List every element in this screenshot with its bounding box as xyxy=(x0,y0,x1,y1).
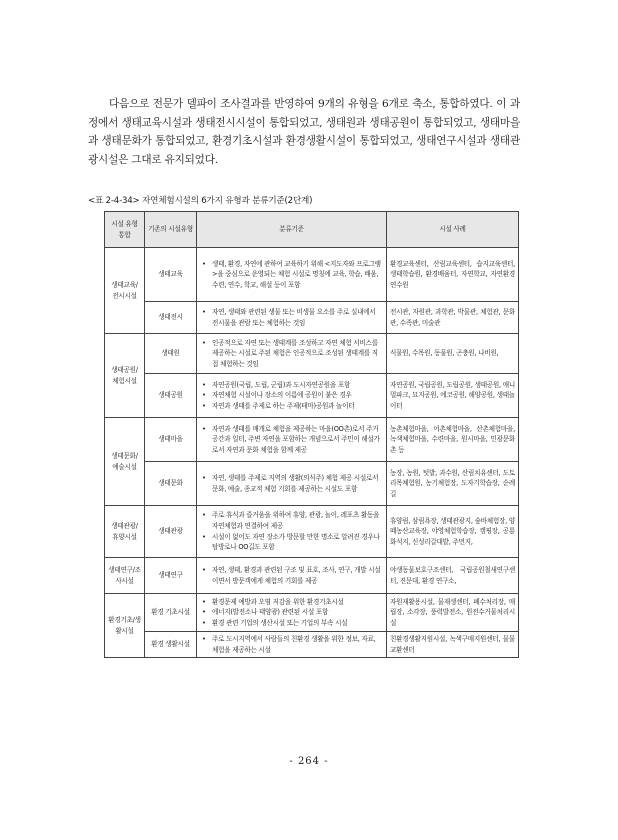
body-paragraph xyxy=(88,95,520,169)
criteria-item: • 자연공원(국립, 도립, 군립)과 도시자연공원을 포함 xyxy=(212,380,383,391)
group-cell: 생태관광/ 휴양시설 xyxy=(105,506,145,558)
criteria-cell xyxy=(197,374,387,418)
criteria-cell xyxy=(197,418,387,462)
table-row xyxy=(105,334,519,374)
page-number: - 264 - xyxy=(289,756,329,767)
table-row xyxy=(105,418,519,462)
group-cell: 생태문화/ 예술시설 xyxy=(105,418,145,506)
table-row xyxy=(105,374,519,418)
type-cell: 생태연구 xyxy=(145,558,197,594)
type-cell: 생태마을 xyxy=(145,418,197,462)
criteria-item: • 에너지(발전소나 태양광) 관련된 시설 포함 xyxy=(212,607,383,618)
group-cell: 생태교육/ 전시시설 xyxy=(105,248,145,334)
table-row xyxy=(105,302,519,334)
criteria-item: • 생태, 환경, 자연에 관하여 교육하기 위해 <지도자와 프로그램>을 중심으로 운영되는 체험 시설로 명칭에 교육, 학습, 배움, 수련, 연수, 학교, 해설 등이 포함 xyxy=(212,259,383,291)
examples-cell: 친환경생활지원시설, 녹색구매지원센터, 물물교환센터 xyxy=(387,632,519,658)
criteria-cell xyxy=(197,632,387,658)
criteria-cell xyxy=(197,506,387,558)
criteria-cell xyxy=(197,334,387,374)
criteria-cell xyxy=(197,462,387,506)
examples-cell: 농촌체험마을, 어촌체험마을, 산촌체험마을, 녹색체험마을, 수련마을, 원시마을, 민광문화촌 등 xyxy=(387,418,519,462)
type-cell: 생태공원 xyxy=(145,374,197,418)
criteria-cell xyxy=(197,594,387,632)
header-group: 시설 유형 통합 xyxy=(105,212,145,248)
criteria-item: • 주로 휴식과 즐거움을 위하여 휴양, 관광, 놀이, 레포츠 활동을 자연체험과 연결하여 제공 xyxy=(212,510,383,531)
criteria-cell xyxy=(197,302,387,334)
header-criteria: 분류기준 xyxy=(197,212,387,248)
header-type: 기존의 시설유형 xyxy=(145,212,197,248)
type-cell: 생태원 xyxy=(145,334,197,374)
type-cell: 생태관광 xyxy=(145,506,197,558)
table-row xyxy=(105,506,519,558)
table-row xyxy=(105,558,519,594)
header-examples: 시설 사례 xyxy=(387,212,519,248)
table-caption: <표 2-4-34> 자연체험시설의 6가지 유형과 분류기준(2단계) xyxy=(88,196,313,206)
paragraph-text: 다음으로 전문가 델파이 조사결과를 반영하여 9개의 유형을 6개로 축소, 통합하였다. 이 과정에서 생태교육시설과 생태전시시설이 통합되었고, 생태원과 생태공원이 통합되었고, 생태마을과 생태문화가 통합되었고, 환경기초시설과 환경생활시설이 통합되었고, 생태연구시설과 생태관광시설은 그대로 유지되었다. xyxy=(88,98,520,166)
criteria-item: • 환경 관련 기업의 생산시설 또는 기업의 부속 시설 xyxy=(212,618,383,629)
table-row xyxy=(105,248,519,302)
criteria-item: • 인공적으로 자연 또는 생태계를 조성하고 자연 체험 서비스를 제공하는 시설로 주된 체험은 인공적으로 조성된 생태계를 직접 체험하는 것임 xyxy=(212,338,383,370)
table-row xyxy=(105,632,519,658)
criteria-item: • 환경문제 예방과 오염 저감을 위한 환경기초시설 xyxy=(212,597,383,608)
criteria-item: • 자연, 생태, 환경과 관련된 구조 및 표호, 조사, 연구, 개발 시설이면서 방문객에게 체험의 기회를 제공 xyxy=(212,565,383,586)
table-row xyxy=(105,462,519,506)
examples-cell: 휴양림, 삼림욕장, 생태관광지, 숲바체험장, 양떼농산교육장, 야영체험학습장, 캠핑장, 공룡화석지, 신성리갈대밭, 주먼지, xyxy=(387,506,519,558)
criteria-cell xyxy=(197,558,387,594)
group-cell: 생태공원/ 체험시설 xyxy=(105,334,145,418)
examples-cell: 자원재활용시설, 물재생센터, 폐수처리장, 매립장, 소각장, 풍력발전소, 원전수거물처리시설 xyxy=(387,594,519,632)
table-row xyxy=(105,594,519,632)
criteria-item: • 자연과 생태를 매개로 체험을 제공하는 마을(OO촌)로서 주거공간과 일터, 주변 자연을 포함하는 개념으로서 주민이 해설가로서 자연과 문화 체험을 함께 제공 xyxy=(212,424,383,456)
type-cell: 생태전시 xyxy=(145,302,197,334)
criteria-item: • 자연, 생태와 관련된 생물 또는 비생물 요소를 주로 실내에서 전시물을 관람 또는 체험하는 것임 xyxy=(212,307,383,328)
type-cell: 환경 생활시설 xyxy=(145,632,197,658)
criteria-item: • 자연과 생태를 주제로 하는 주제(테마)공원과 놀이터 xyxy=(212,401,383,412)
examples-cell: 식물원, 수목원, 동물원, 곤충원, 나비원, xyxy=(387,334,519,374)
criteria-item: • 시설이 없어도 자연 장소가 방문할 만한 명소로 알려진 경우나 탐방로나 OO길도 포함 xyxy=(212,532,383,553)
table-header-row xyxy=(105,212,519,248)
group-cell: 환경기초/생활시설 xyxy=(105,594,145,658)
facility-type-table xyxy=(104,211,519,658)
type-cell: 생태문화 xyxy=(145,462,197,506)
criteria-item: • 자연, 생태를 주제로 지역의 생활(의식주) 체험 제공 시설로서 문화, 예술, 종교적 체험 기회를 제공하는 시설도 포함 xyxy=(212,473,383,494)
criteria-item: • 주로 도시지역에서 사람들의 친환경 생활을 위한 정보, 자료, 체험을 제공하는 시설 xyxy=(212,634,383,655)
examples-cell: 야생동물보호구조센터, 국립공원철새연구센터, 진문대, 환경 연구소, xyxy=(387,558,519,594)
type-cell: 생태교육 xyxy=(145,248,197,302)
group-cell: 생태연구/조사시설 xyxy=(105,558,145,594)
examples-cell: 환경교육센터, 산림교육센터, 습지교육센터, 생태학습원, 환경배움터, 자연학교, 자연환경연수원 xyxy=(387,248,519,302)
examples-cell: 자연공원, 국립공원, 도립공원, 생태공원, 애니멀파크, 묘지공원, 에코공원, 해양공원, 생태놀이터 xyxy=(387,374,519,418)
type-cell: 환경 기초시설 xyxy=(145,594,197,632)
criteria-item: • 자연체험 시설이나 장소의 이름에 공원이 붙은 경우 xyxy=(212,390,383,401)
examples-cell: 전시관, 자원관, 과학관, 박물관, 체험관, 문화관, 수족관, 미술관 xyxy=(387,302,519,334)
criteria-cell xyxy=(197,248,387,302)
examples-cell: 농장, 농원, 텃밭, 과수원, 산림치유센터, 도토리목체험원, 농기체험장, 도자기학습장, 순례길 xyxy=(387,462,519,506)
